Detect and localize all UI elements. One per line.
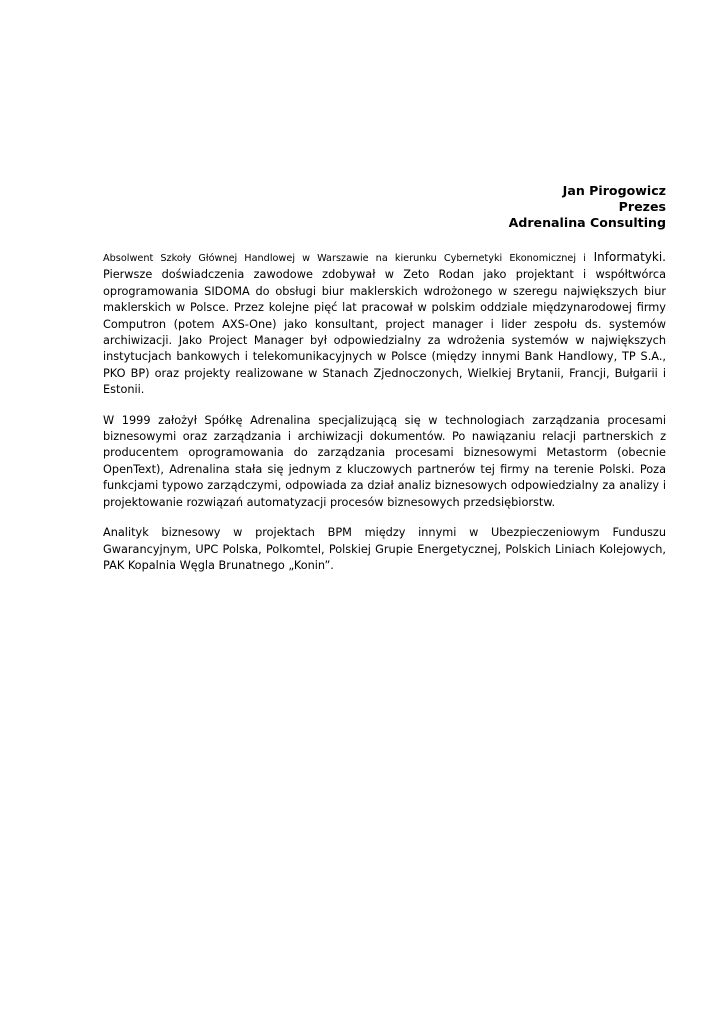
biography-text [103, 249, 666, 588]
education-lead: Absolwent Szkoły Głównej Handlowej w Warszawie na kierunku Cybernetyki Ekonomicznej i [103, 253, 586, 264]
paragraph-adrenalina: W 1999 założył Spółkę Adrenalina specjalizującą się w technologiach zarządzania procesami biznesowymi oraz zarządzania i archiwizacji dokumentów. Po nawiązaniu relacji partnerskich z producentem oprogramowania do zarządzania procesami biznesowymi Metastorm (obecnie OpenText), Adrenalina stała się jednym z kluczowych partnerów tej firmy na terenie Polski. Poza funkcjami typowo zarządczymi, odpowiada za dział analiz biznesowych odpowiedzialny za analizy i projektowanie rozwiązań automatyzacji procesów biznesowych przedsiębiorstw. [103, 413, 666, 509]
experience-text: Pierwsze doświadczenia zawodowe zdobywał w Zeto Rodan jako projektant i współtwórca oprogramowania SIDOMA do obsługi biur maklerskich wdrożonego w szeregu największych biur maklerskich w Polsce. Przez kolejne pięć lat pracował w polskim oddziale międzynarodowej firmy Computron (potem AXS-One) jako konsultant, project manager i lider zespołu ds. systemów archiwizacji. Jako Project Manager był odpowiedzialny za wdrożenia systemów w największych instytucjach bankowych i telekomunikacyjnych w Polsce (między innymi Bank Handlowy, TP S.A., PKO BP) oraz projekty realizowane w Stanach Zjednoczonych, Wielkiej Brytanii, Francji, Bułgarii i Estonii. [103, 268, 666, 397]
company-name: Adrenalina Consulting [508, 215, 666, 230]
author-name: Jan Pirogowicz [562, 183, 666, 198]
author-role: Prezes [618, 199, 666, 214]
paragraph-bpm-projects: Analityk biznesowy w projektach BPM między innymi w Ubezpieczeniowym Funduszu Gwarancyjnym, UPC Polska, Polkomtel, Polskiej Grupie Energetycznej, Polskich Liniach Kolejowych, PAK Kopalnia Węgla Brunatnego „Konin”. [103, 526, 666, 572]
author-header [266, 183, 666, 231]
education-lead-end: Informatyki. [585, 250, 666, 264]
paragraph-education-experience [103, 249, 666, 399]
